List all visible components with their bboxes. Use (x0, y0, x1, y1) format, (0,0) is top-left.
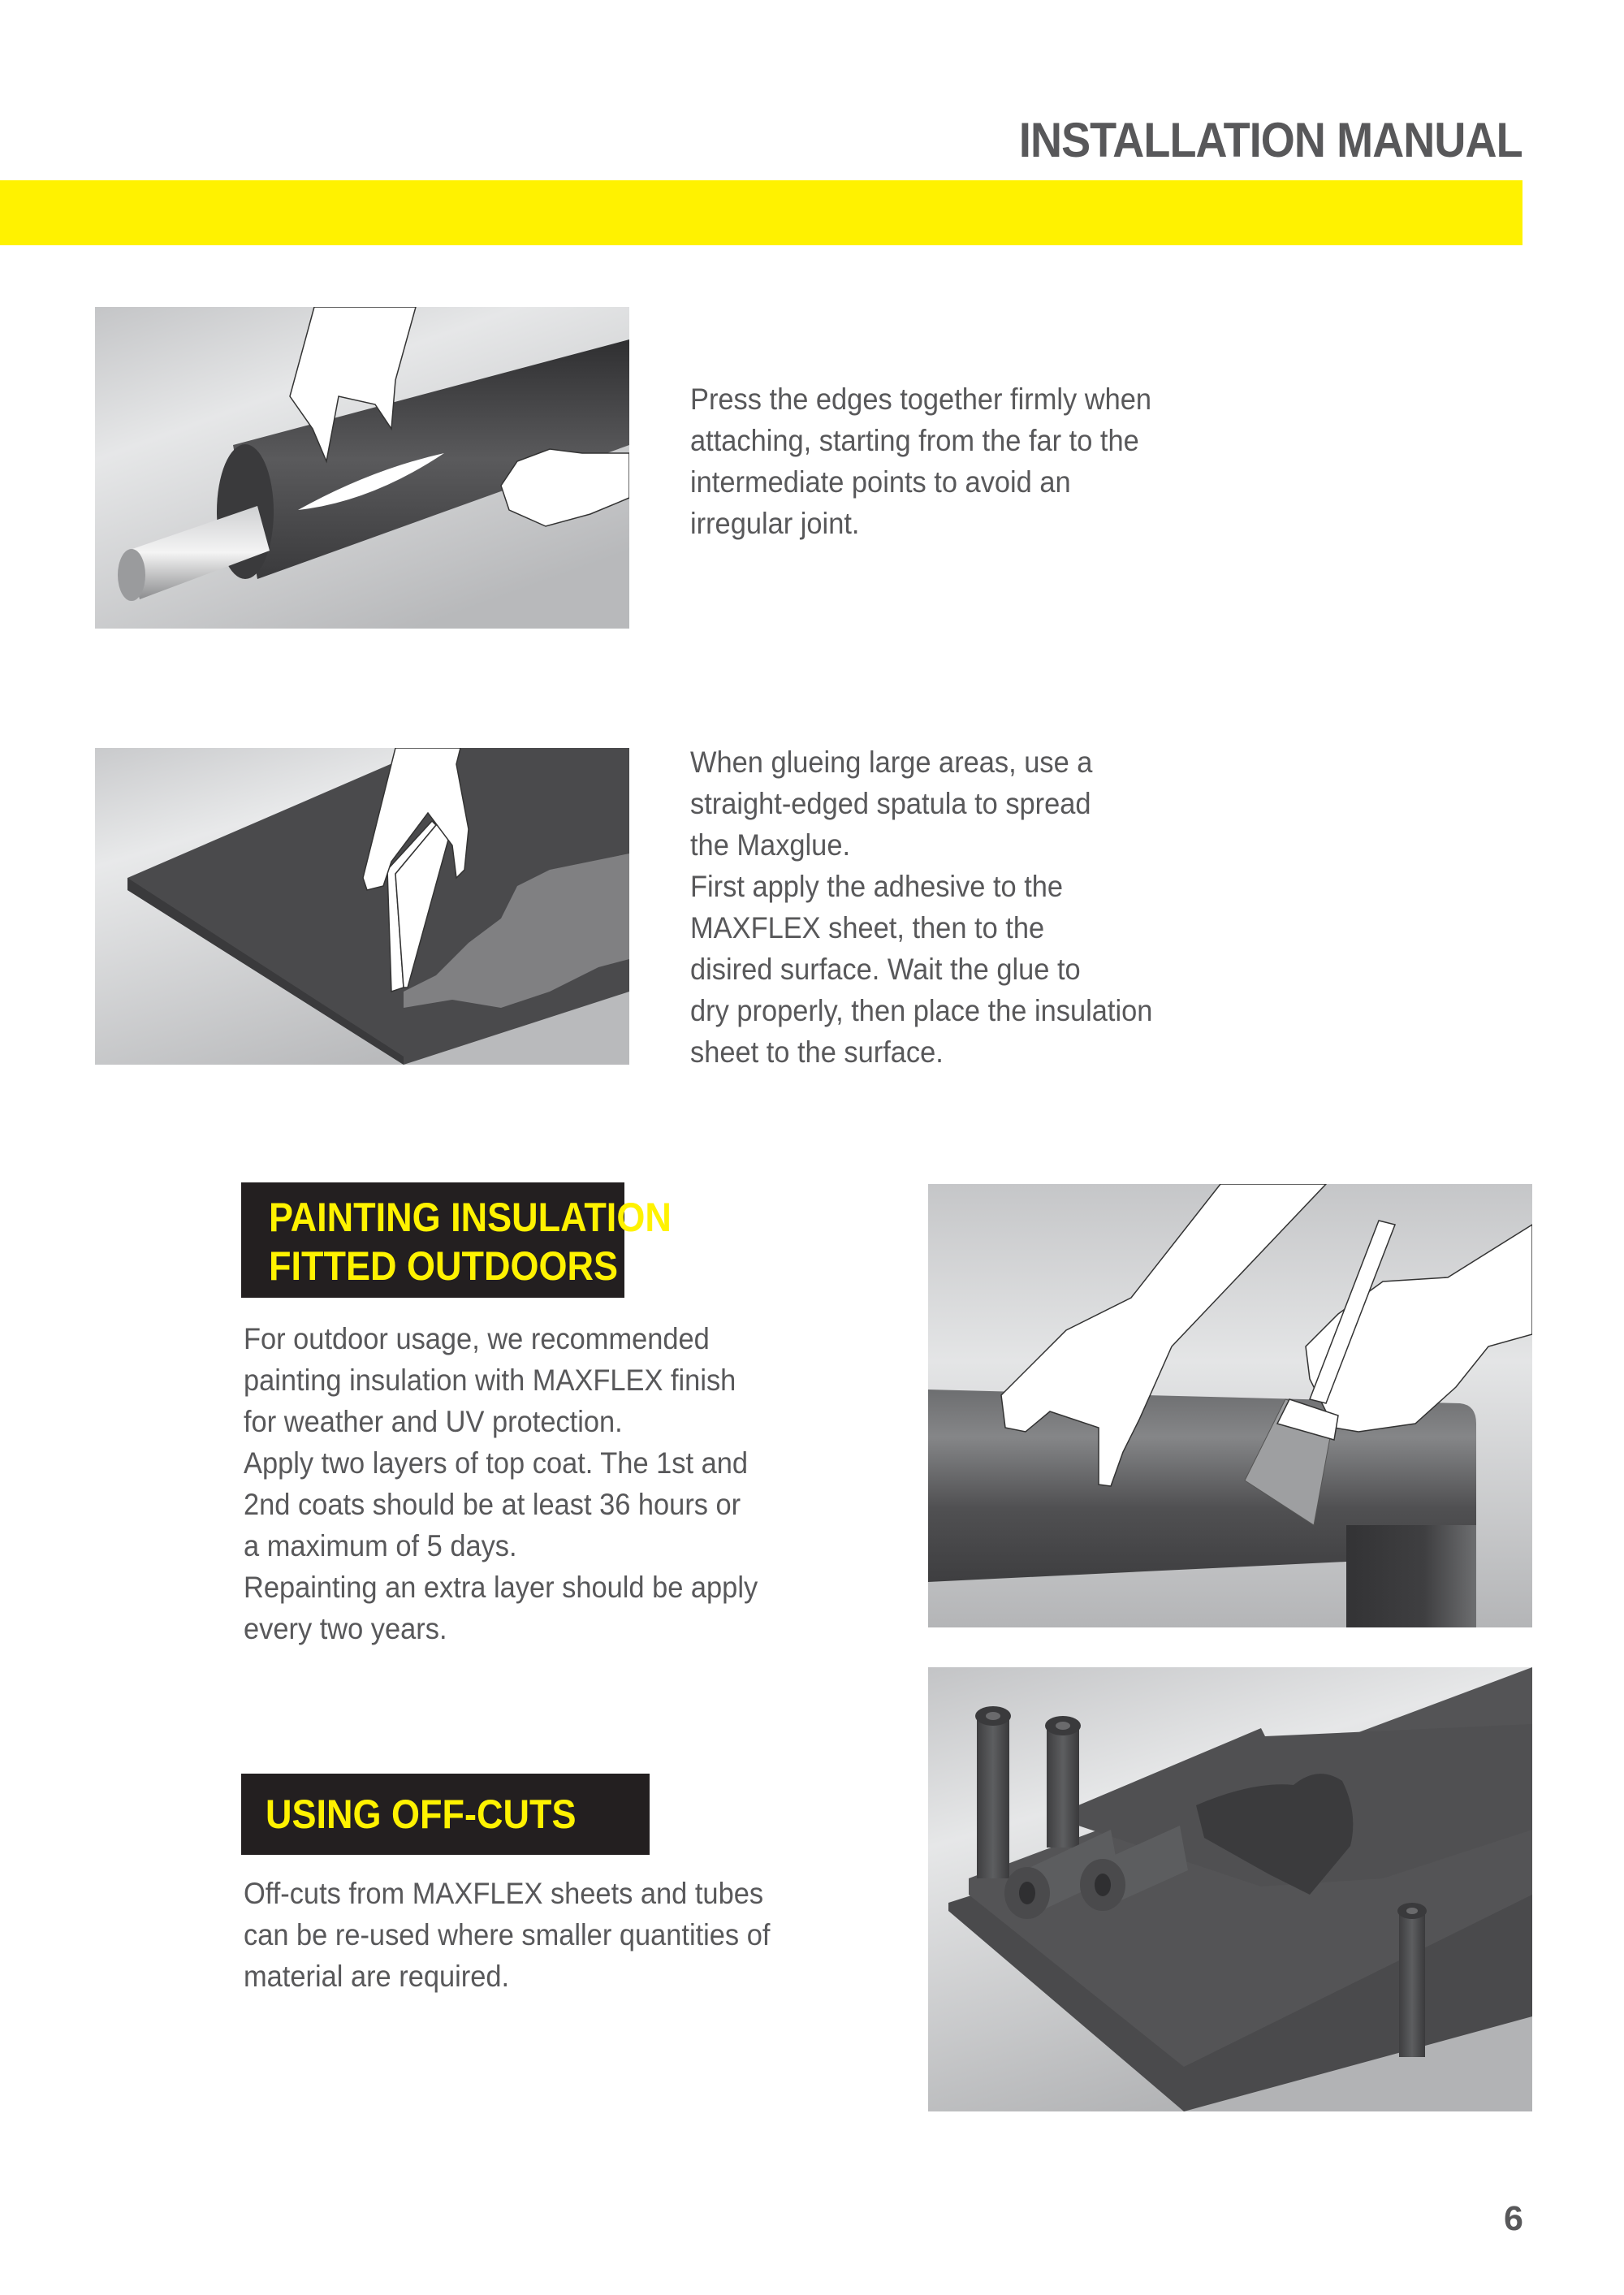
page-title: INSTALLATION MANUAL (1019, 113, 1522, 167)
heading-painting-insulation (241, 1182, 672, 1298)
sheet-spatula-illustration (95, 748, 629, 1065)
text-line: Apply two layers of top coat. The 1st and (244, 1446, 749, 1480)
figure-pressing-tube-edges (95, 307, 629, 629)
text-line: the Maxglue. (690, 828, 851, 862)
text-line: every two years. (244, 1612, 447, 1645)
text-line: irregular joint. (690, 507, 860, 540)
section-2-text (690, 741, 1187, 1073)
text-line: Press the edges together firmly when (690, 382, 1152, 416)
text-line: for weather and UV protection. (244, 1405, 623, 1438)
section-3-text (244, 1318, 797, 1649)
text-line: sheet to the surface. (690, 1035, 944, 1069)
figure-off-cuts (928, 1667, 1532, 2111)
heading-line: FITTED OUTDOORS (269, 1243, 618, 1289)
text-line: Repainting an extra layer should be apply (244, 1571, 758, 1604)
painting-illustration (928, 1184, 1532, 1627)
text-line: attaching, starting from the far to the (690, 424, 1139, 457)
heading-line: PAINTING INSULATION (269, 1195, 672, 1240)
heading-using-off-cuts (241, 1774, 650, 1855)
figure-painting-pipe (928, 1184, 1532, 1627)
page-number: 6 (1504, 2199, 1523, 2238)
section-1-text (690, 378, 1186, 544)
header-yellow-band (0, 180, 1522, 245)
tube-illustration (95, 307, 629, 629)
text-line: First apply the adhesive to the (690, 870, 1064, 903)
text-line: straight-edged spatula to spread (690, 787, 1091, 820)
section-4-text (244, 1873, 810, 1997)
off-cuts-illustration (928, 1667, 1532, 2111)
text-line: intermediate points to avoid an (690, 465, 1071, 499)
text-line: MAXFLEX sheet, then to the (690, 911, 1045, 944)
heading-line: USING OFF-CUTS (266, 1791, 577, 1837)
text-line: Off-cuts from MAXFLEX sheets and tubes (244, 1877, 764, 1910)
text-line: dry properly, then place the insulation (690, 994, 1153, 1027)
text-line: 2nd coats should be at least 36 hours or (244, 1488, 741, 1521)
figure-spreading-glue (95, 748, 629, 1065)
text-line: For outdoor usage, we recommended (244, 1322, 710, 1355)
text-line: material are required. (244, 1960, 510, 1993)
text-line: When glueing large areas, use a (690, 746, 1093, 779)
text-line: painting insulation with MAXFLEX finish (244, 1364, 736, 1397)
text-line: a maximum of 5 days. (244, 1529, 517, 1562)
text-line: can be re-used where smaller quantities of (244, 1918, 771, 1951)
text-line: disired surface. Wait the glue to (690, 953, 1081, 986)
